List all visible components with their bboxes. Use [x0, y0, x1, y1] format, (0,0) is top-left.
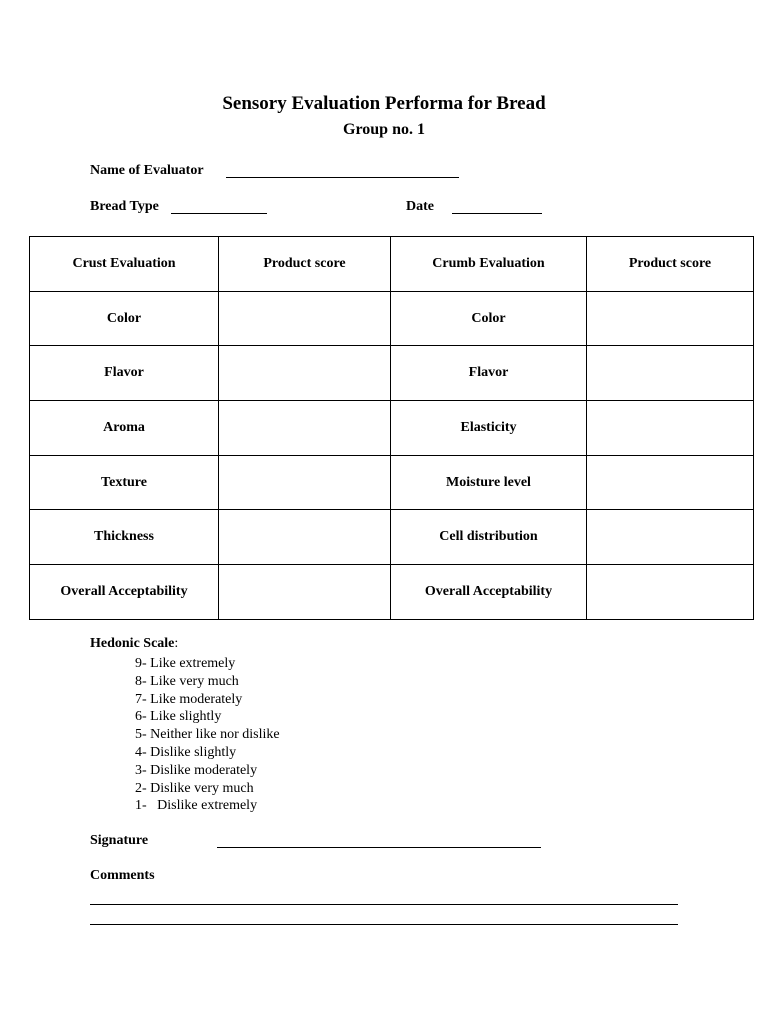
table-header-row [30, 237, 754, 292]
table-row [30, 346, 754, 401]
crumb-attribute-cell: Elasticity [391, 401, 587, 456]
page-title: Sensory Evaluation Performa for Bread [222, 93, 546, 114]
list-item: 9- Like extremely [135, 656, 236, 671]
crust-attribute-cell: Flavor [30, 346, 219, 401]
comments-line[interactable] [90, 924, 678, 925]
hedonic-scale-heading [90, 636, 178, 652]
evaluator-label: Name of Evaluator [90, 163, 204, 178]
header-crumb-product-score: Product score [587, 237, 754, 292]
list-item: 8- Like very much [135, 673, 239, 689]
crust-attribute-cell: Color [30, 291, 219, 346]
crust-score-cell[interactable] [219, 455, 391, 510]
bread-type-field[interactable] [171, 213, 267, 214]
crumb-score-cell[interactable] [587, 565, 754, 620]
list-item: 7- Like moderately [135, 691, 243, 707]
table-row [30, 565, 754, 620]
evaluation-table [29, 236, 754, 620]
hedonic-scale-label: Hedonic Scale [90, 636, 175, 651]
table-row [30, 291, 754, 346]
crust-score-cell[interactable] [219, 291, 391, 346]
crumb-score-cell[interactable] [587, 401, 754, 456]
crumb-score-cell[interactable] [587, 510, 754, 565]
comments-line[interactable] [90, 904, 678, 905]
list-item: 3- Dislike moderately [135, 762, 258, 778]
date-field[interactable] [452, 213, 542, 214]
crumb-attribute-cell: Color [391, 291, 587, 346]
group-subtitle: Group no. 1 [343, 121, 425, 138]
date-label: Date [406, 199, 434, 214]
crust-score-cell[interactable] [219, 346, 391, 401]
comments-label: Comments [90, 868, 155, 883]
crust-attribute-cell: Overall Acceptability [30, 565, 219, 620]
table-row [30, 455, 754, 510]
header-crust-product-score: Product score [219, 237, 391, 292]
crumb-attribute-cell: Moisture level [391, 455, 587, 510]
list-item: 4- Dislike slightly [135, 744, 237, 760]
bread-type-label: Bread Type [90, 199, 159, 214]
crust-score-cell[interactable] [219, 401, 391, 456]
signature-label: Signature [90, 833, 149, 848]
crumb-attribute-cell: Cell distribution [391, 510, 587, 565]
table-row [30, 510, 754, 565]
crust-attribute-cell: Aroma [30, 401, 219, 456]
list-item: 6- Like slightly [135, 709, 222, 725]
header-crumb-evaluation: Crumb Evaluation [391, 237, 587, 292]
header-crust-evaluation: Crust Evaluation [30, 237, 219, 292]
table-row [30, 401, 754, 456]
crust-attribute-cell: Texture [30, 455, 219, 510]
list-item: 1- Dislike extremely [135, 798, 258, 814]
crust-attribute-cell: Thickness [30, 510, 219, 565]
crust-score-cell[interactable] [219, 510, 391, 565]
crumb-score-cell[interactable] [587, 291, 754, 346]
crumb-attribute-cell: Flavor [391, 346, 587, 401]
signature-field[interactable] [217, 847, 541, 848]
hedonic-scale-list [135, 655, 280, 815]
list-item: 5- Neither like nor dislike [135, 727, 280, 743]
crumb-score-cell[interactable] [587, 346, 754, 401]
crust-score-cell[interactable] [219, 565, 391, 620]
crumb-attribute-cell: Overall Acceptability [391, 565, 587, 620]
crumb-score-cell[interactable] [587, 455, 754, 510]
evaluator-name-field[interactable] [226, 177, 459, 178]
list-item: 2- Dislike very much [135, 780, 254, 796]
hedonic-scale-colon: : [174, 636, 179, 651]
